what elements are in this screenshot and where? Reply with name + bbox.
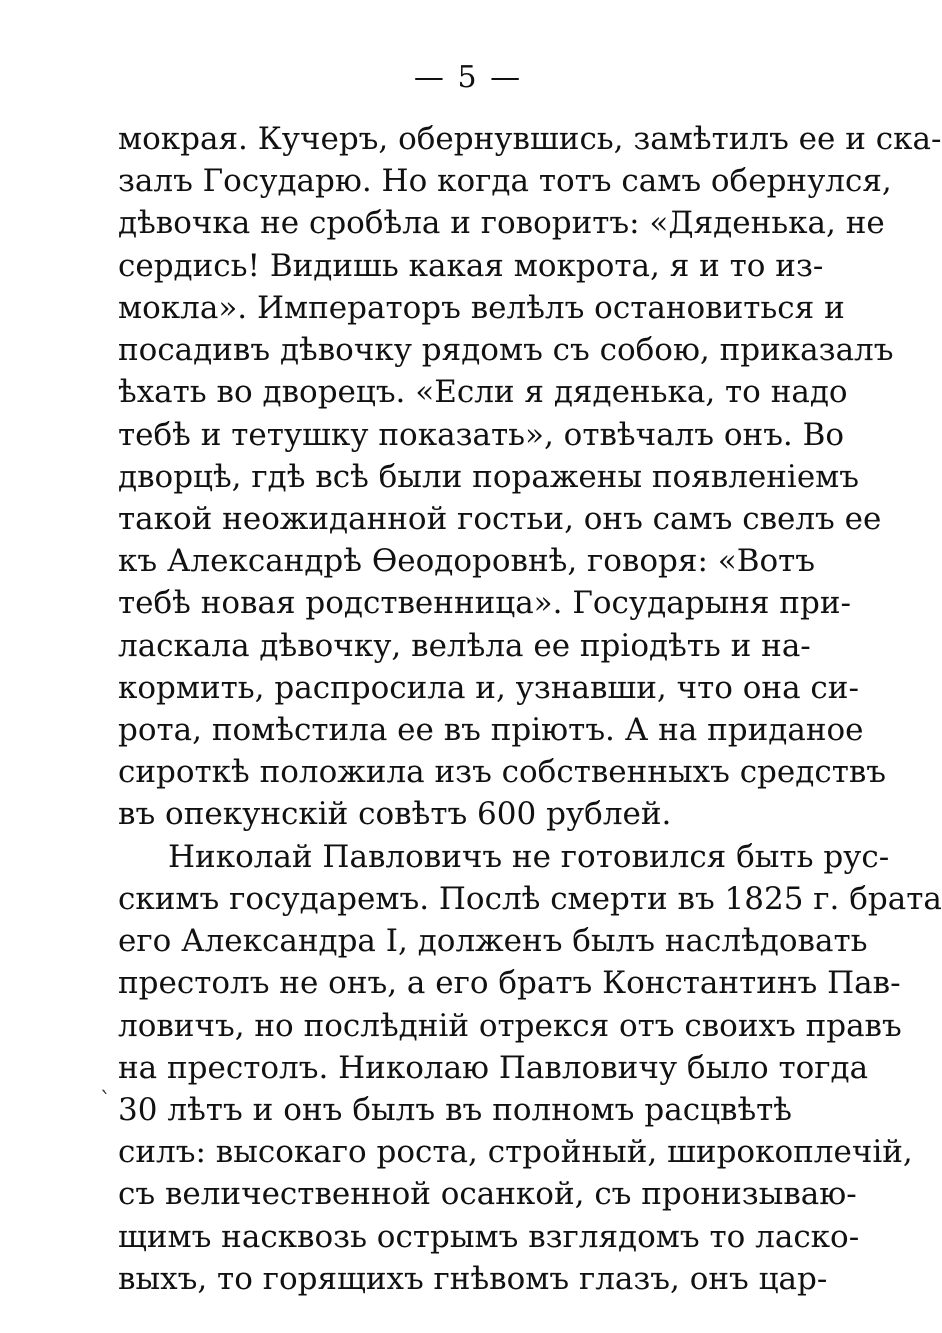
text-line: мокла». Императоръ велѣлъ остановиться и (118, 290, 845, 326)
text-line: 30 лѣтъ и онъ былъ въ полномъ расцвѣтѣ (118, 1092, 792, 1128)
text-line: такой неожиданной гостьи, онъ самъ свелъ ее (118, 501, 882, 537)
text-line: къ Александрѣ Ѳеодоровнѣ, говоря: «Вотъ (118, 543, 816, 579)
text-line: ловичъ, но послѣдній отрекся отъ своихъ правъ (118, 1008, 902, 1044)
text-line: посадивъ дѣвочку рядомъ съ собою, приказалъ (118, 332, 894, 368)
text-line: тебѣ новая родственница». Государыня при- (118, 585, 851, 621)
text-line: дѣвочка не сробѣла и говоритъ: «Дяденька, не (118, 205, 885, 241)
text-line: залъ Государю. Но когда тотъ самъ обернулся, (118, 163, 892, 199)
text-line: престолъ не онъ, а его братъ Константинъ Пав- (118, 965, 901, 1001)
margin-mark: ` (100, 1089, 111, 1114)
text-line: рота, помѣстила ее въ пріютъ. А на приданое (118, 712, 864, 748)
text-line: въ опекунскій совѣтъ 600 рублей. (118, 796, 672, 832)
text-line: на престолъ. Николаю Павловичу было тогда (118, 1050, 869, 1086)
text-line-indent: Николай Павловичъ не готовился быть рус- (168, 839, 890, 875)
text-line: тебѣ и тетушку показать», отвѣчалъ онъ. Во (118, 417, 845, 453)
text-line: сердись! Видишь какая мокрота, я и то из- (118, 248, 824, 284)
text-line: силъ: высокаго роста, стройный, широкоплечій, (118, 1134, 913, 1170)
text-line: его Александра I, долженъ былъ наслѣдовать (118, 923, 868, 959)
text-line: кормить, распросила и, узнавши, что она си- (118, 670, 859, 706)
text-line: скимъ государемъ. Послѣ смерти въ 1825 г. брата (118, 881, 942, 917)
text-line: выхъ, то горящихъ гнѣвомъ глазъ, онъ цар- (118, 1261, 828, 1297)
text-line: сироткѣ положила изъ собственныхъ средствъ (118, 754, 887, 790)
text-line: щимъ насквозь острымъ взглядомъ то ласко- (118, 1219, 860, 1255)
text-line: ѣхать во дворецъ. «Если я дяденька, то надо (118, 374, 848, 410)
text-line: мокрая. Кучеръ, обернувшись, замѣтилъ ее и ска- (118, 121, 942, 157)
text-line: съ величественной осанкой, съ пронизываю- (118, 1176, 857, 1212)
text-line: дворцѣ, гдѣ всѣ были поражены появленіемъ (118, 459, 860, 495)
page-number: — 5 — (413, 60, 523, 95)
text-line: ласкала дѣвочку, велѣла ее пріодѣть и на- (118, 628, 811, 664)
